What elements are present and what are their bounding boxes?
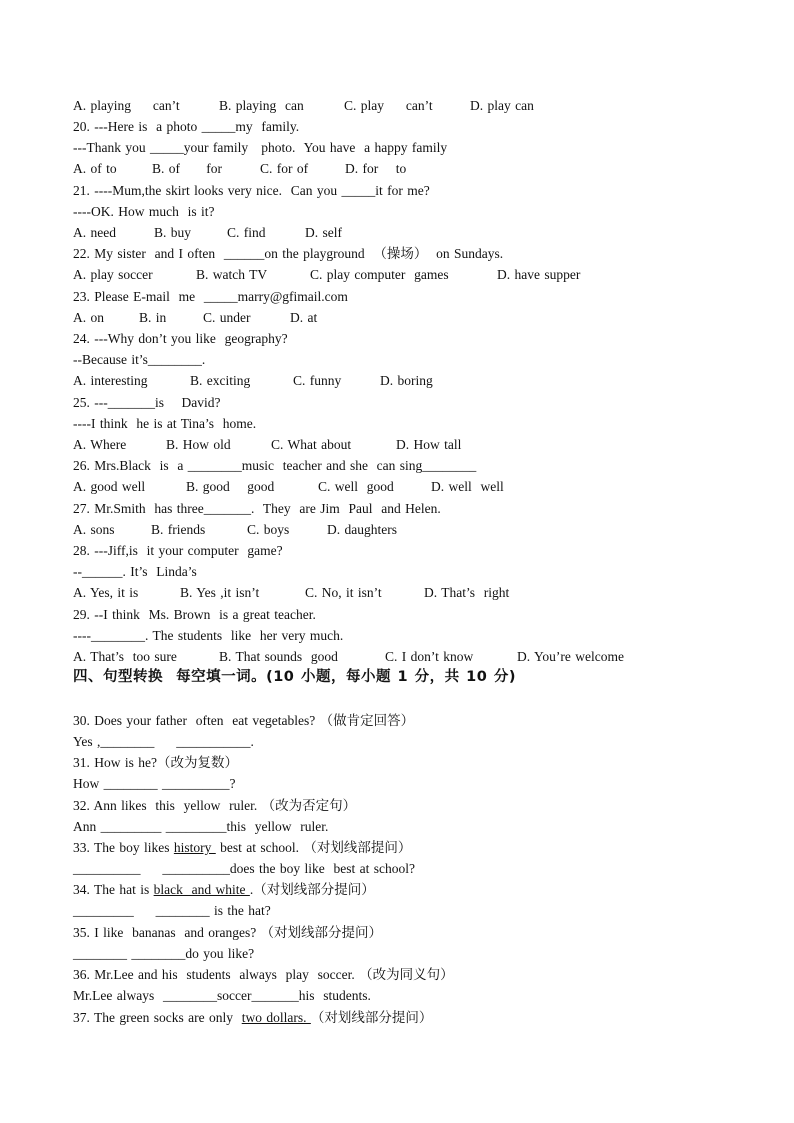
- option-c: C. for of: [260, 161, 309, 176]
- q29-options: [73, 646, 624, 667]
- option-a: A. Yes, it is: [73, 585, 139, 600]
- question-35-answer: ________ ________do you like?: [73, 946, 255, 961]
- q28-options: [73, 582, 510, 603]
- underlined-word: black and white: [153, 882, 250, 897]
- question-29-line2: ----________. The students like her very much.: [73, 628, 344, 643]
- question-36-answer: Mr.Lee always ________soccer_______his students.: [73, 988, 371, 1003]
- question-20-line2: ---Thank you _____your family photo. You have a happy family: [73, 140, 448, 155]
- question-23-stem: 23. Please E-mail me _____marry@gfimail.com: [73, 289, 348, 304]
- question-24-line2: --Because it’s________.: [73, 352, 206, 367]
- question-30-stem: 30. Does your father often eat vegetables? （做肯定回答）: [73, 713, 415, 728]
- option-b: B. in: [139, 310, 167, 325]
- q26-options: [73, 476, 504, 497]
- question-28-stem: 28. ---Jiff,is it your computer game?: [73, 543, 283, 558]
- option-b: B. watch TV: [196, 267, 268, 282]
- question-29-stem: 29. --I think Ms. Brown is a great teacher.: [73, 607, 316, 622]
- option-b: B. exciting: [190, 373, 251, 388]
- question-34-answer: _________ ________ is the hat?: [73, 903, 271, 918]
- question-33-stem: [73, 837, 411, 858]
- question-30-answer: Yes ,________ ___________.: [73, 734, 254, 749]
- option-c: C. under: [203, 310, 251, 325]
- option-d: D. have supper: [497, 267, 581, 282]
- section-heading: 四、句型转换 每空填一词。(10 小题，每小题 1 分，共 10 分): [73, 669, 517, 685]
- question-20-stem: 20. ---Here is a photo _____my family.: [73, 119, 300, 134]
- q20-options: [73, 158, 407, 179]
- question-24-stem: 24. ---Why don’t you like geography?: [73, 331, 288, 346]
- option-c: C. boys: [247, 522, 290, 537]
- underlined-word: history: [173, 840, 216, 855]
- option-d: D. boring: [380, 373, 433, 388]
- option-a: A. on: [73, 310, 104, 325]
- q21-options: [73, 222, 342, 243]
- option-c: C. find: [227, 225, 266, 240]
- stem-instruction: （对划线部分提问）: [310, 1010, 433, 1025]
- underlined-word: two dollars.: [241, 1010, 311, 1025]
- option-a: A. playing can’t: [73, 98, 180, 113]
- option-b: B. friends: [151, 522, 206, 537]
- question-31-stem: 31. How is he?（改为复数）: [73, 755, 238, 770]
- option-a: A. play soccer: [73, 267, 153, 282]
- option-c: C. What about: [271, 437, 352, 452]
- option-c: C. well good: [318, 479, 394, 494]
- question-21-stem: 21. ----Mum,the skirt looks very nice. Can you _____it for me?: [73, 183, 430, 198]
- option-c: C. play computer games: [310, 267, 449, 282]
- question-28-line2: --______. It’s Linda’s: [73, 564, 197, 579]
- option-c: C. No, it isn’t: [305, 585, 382, 600]
- option-c: C. play can’t: [344, 98, 433, 113]
- option-a: A. good well: [73, 479, 146, 494]
- q19-options: [73, 95, 534, 116]
- option-d: D. daughters: [327, 522, 397, 537]
- question-27-stem: 27. Mr.Smith has three_______. They are Jim Paul and Helen.: [73, 501, 441, 516]
- question-32-stem: 32. Ann likes this yellow ruler. （改为否定句）: [73, 798, 357, 813]
- question-22-stem: 22. My sister and I often ______on the playground （操场） on Sundays.: [73, 246, 504, 261]
- option-d: D. self: [305, 225, 342, 240]
- option-c: C. I don’t know: [385, 649, 474, 664]
- option-a: A. of to: [73, 161, 117, 176]
- q25-options: [73, 434, 462, 455]
- option-d: D. play can: [470, 98, 534, 113]
- question-31-answer: How ________ __________?: [73, 776, 236, 791]
- stem-text: 33. The boy likes: [73, 840, 174, 855]
- option-a: A. sons: [73, 522, 115, 537]
- question-36-stem: 36. Mr.Lee and his students always play soccer. （改为同义句）: [73, 967, 454, 982]
- stem-instruction: .（对划线部分提问）: [249, 882, 375, 897]
- question-34-stem: [73, 879, 375, 900]
- question-37-stem: [73, 1007, 432, 1028]
- option-a: A. That’s too sure: [73, 649, 177, 664]
- option-b: B. How old: [166, 437, 231, 452]
- option-a: A. Where: [73, 437, 127, 452]
- option-b: B. of for: [152, 161, 222, 176]
- question-33-answer: __________ __________does the boy like best at school?: [73, 861, 415, 876]
- option-b: B. good good: [186, 479, 275, 494]
- q22-options: [73, 264, 581, 285]
- question-25-line2: ----I think he is at Tina’s home.: [73, 416, 257, 431]
- option-b: B. That sounds good: [219, 649, 338, 664]
- option-c: C. funny: [293, 373, 342, 388]
- option-a: A. need: [73, 225, 116, 240]
- stem-text: 34. The hat is: [73, 882, 154, 897]
- question-21-line2: ----OK. How much is it?: [73, 204, 215, 219]
- question-26-stem: 26. Mrs.Black is a ________music teacher and she can sing________: [73, 458, 477, 473]
- option-b: B. buy: [154, 225, 192, 240]
- option-d: D. How tall: [396, 437, 462, 452]
- question-25-stem: 25. ---_______is David?: [73, 395, 221, 410]
- stem-text: 37. The green socks are only: [73, 1010, 242, 1025]
- option-d: D. for to: [345, 161, 407, 176]
- stem-instruction: best at school. （对划线部提问）: [215, 840, 412, 855]
- option-d: D. well well: [431, 479, 504, 494]
- option-d: D. at: [290, 310, 318, 325]
- option-d: D. That’s right: [424, 585, 510, 600]
- question-35-stem: 35. I like bananas and oranges? （对划线部分提问）: [73, 925, 383, 940]
- option-b: B. Yes ,it isn’t: [180, 585, 260, 600]
- q27-options: [73, 519, 397, 540]
- q23-options: [73, 307, 318, 328]
- option-d: D. You’re welcome: [517, 649, 624, 664]
- q24-options: [73, 370, 433, 391]
- question-32-answer: Ann _________ _________this yellow ruler.: [73, 819, 329, 834]
- option-a: A. interesting: [73, 373, 148, 388]
- option-b: B. playing can: [219, 98, 304, 113]
